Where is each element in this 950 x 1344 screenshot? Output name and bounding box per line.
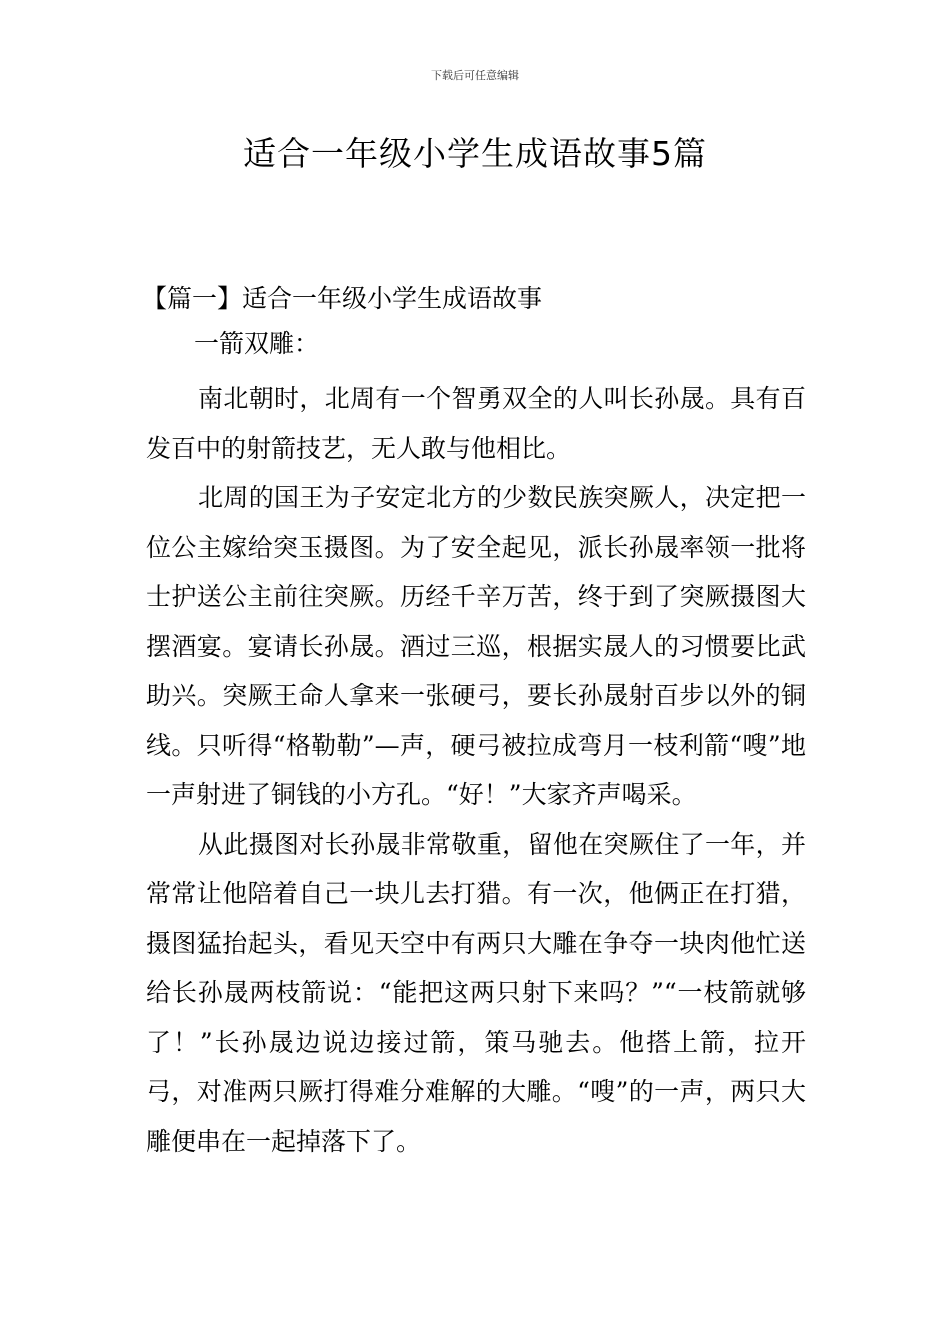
story-paragraph: 北周的国王为子安定北方的少数民族突厥人，决定把一位公主嫁给突玉摄图。为了安全起见，派长孙晟率领一批将士护送公主前往突厥。历经千辛万苦，终于到了突厥摄图大摆酒宴。宴请长孙晟。酒过三巡，根据实晟人的习惯要比武助兴。突厥王命人拿来一张硬弓，要长孙晟射百步以外的铜线。只听得“格勒勒”—声，硬弓被拉成弯月一枝利箭“嗖”地一声射进了铜钱的小方孔。“好！”大家齐声喝采。 xyxy=(146,483,806,809)
document-title: 适合一年级小学生成语故事5篇 xyxy=(243,134,707,173)
story-paragraph: 南北朝时，北周有一个智勇双全的人叫长孙晟。具有百发百中的射箭技艺，无人敢与他相比。 xyxy=(146,384,806,463)
story-subheading: 一箭双雕： xyxy=(194,329,320,358)
section-heading: 【篇一】适合一年级小学生成语故事 xyxy=(142,284,543,313)
header-note: 下载后可任意编辑 xyxy=(431,69,519,82)
story-paragraph: 从此摄图对长孙晟非常敬重，留他在突厥住了一年，并常常让他陪着自己一块儿去打猎。有一次，他俩正在打猎，摄图猛抬起头，看见天空中有两只大雕在争夺一块肉他忙送给长孙晟两枝箭说：“能把这两只射下来吗？”“一枝箭就够了！”长孙晟边说边接过箭，策马驰去。他搭上箭，拉开弓，对准两只厥打得难分难解的大雕。“嗖”的一声，两只大雕便串在一起掉落下了。 xyxy=(146,829,806,1156)
document-body xyxy=(142,280,806,1166)
